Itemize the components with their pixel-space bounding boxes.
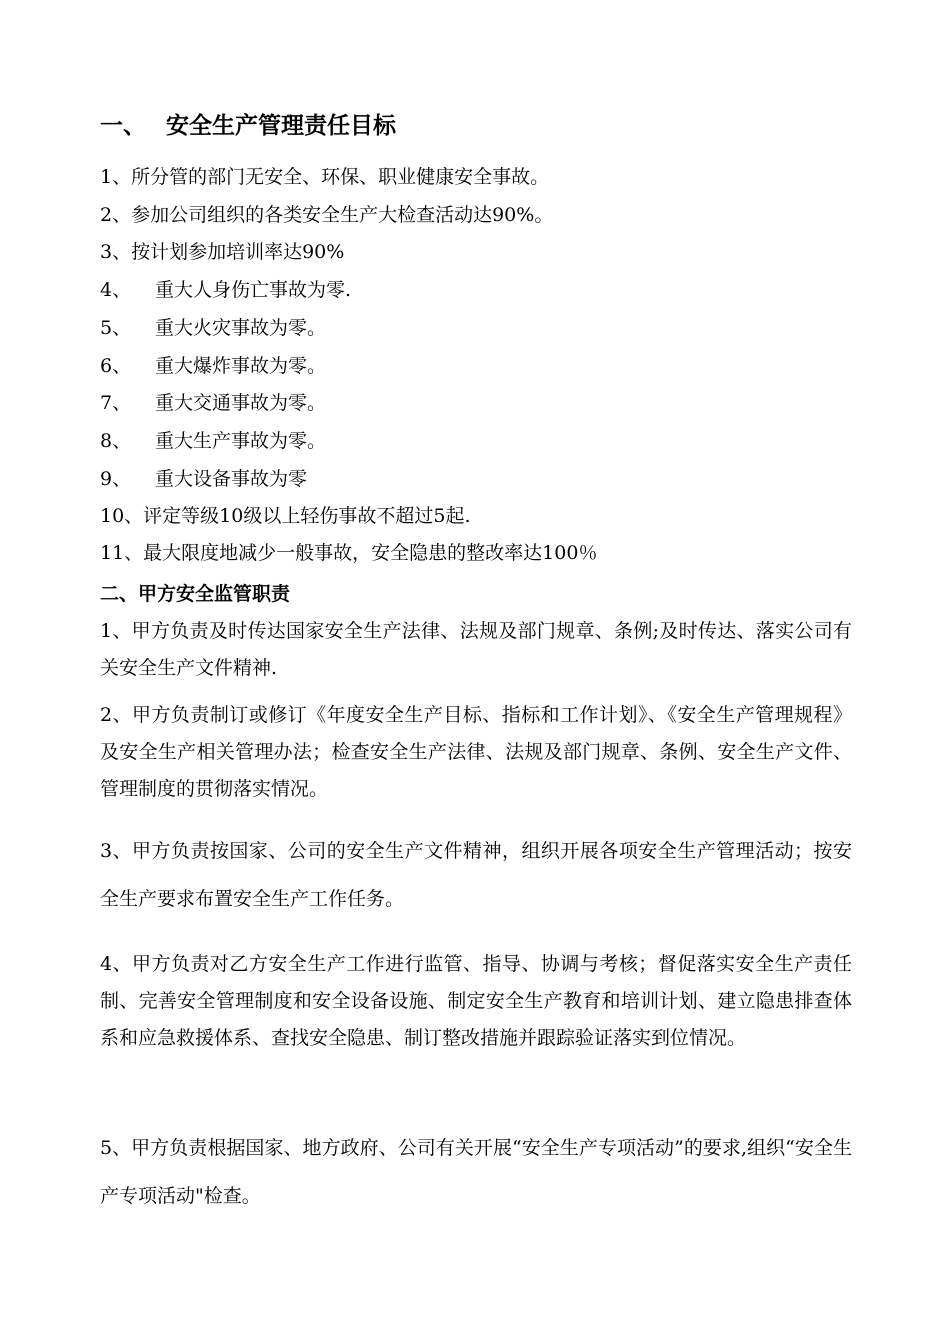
section-1-title: 安全生产管理责任目标 bbox=[166, 113, 396, 139]
duty-paragraph: 1、甲方负责及时传达国家安全生产法律、法规及部门规章、条例;及时传达、落实公司有关安全生产文件精神. bbox=[100, 620, 852, 679]
section-1-number: 一、 bbox=[100, 113, 146, 139]
goal-text: 重大人身伤亡事故为零. bbox=[155, 279, 352, 301]
goal-text: 重大生产事故为零。 bbox=[155, 430, 327, 452]
duty-paragraph: 4、甲方负责对乙方安全生产工作进行监管、指导、协调与考核；督促落实安全生产责任制、完善安全管理制度和安全设备设施、制定安全生产教育和培训计划、建立隐患排查体系和应急救援体系、查找安全隐患、制订整改措施并跟踪验证落实到位情况。 bbox=[100, 953, 852, 1049]
goal-number: 4、 bbox=[100, 279, 132, 301]
goal-item bbox=[100, 315, 326, 341]
duty-paragraph: 3、甲方负责按国家、公司的安全生产文件精神，组织开展各项安全生产管理活动；按安全生产要求布置安全生产工作任务。 bbox=[100, 840, 852, 910]
duty-paragraph: 2、甲方负责制订或修订《年度安全生产目标、指标和工作计划》、《安全生产管理规程》及安全生产相关管理办法；检查安全生产法律、法规及部门规章、条例、安全生产文件、管理制度的贯彻落实情况。 bbox=[100, 704, 852, 800]
section-2-heading: 二、甲方安全监管职责 bbox=[100, 583, 291, 605]
goal-item bbox=[100, 428, 326, 454]
duty-paragraph: 5、甲方负责根据国家、地方政府、公司有关开展“安全生产专项活动”的要求,组织“安全生产专项活动"检查。 bbox=[100, 1137, 852, 1207]
goal-item bbox=[100, 277, 351, 303]
goal-number: 6、 bbox=[100, 355, 132, 377]
goal-item: 11、最大限度地减少一般事故，安全隐患的整改率达100％ bbox=[100, 542, 598, 564]
goal-text: 重大火灾事故为零。 bbox=[155, 317, 327, 339]
goal-item: 1、所分管的部门无安全、环保、职业健康安全事故。 bbox=[100, 166, 550, 188]
goal-item: 10、评定等级10级以上轻伤事故不超过5起. bbox=[100, 505, 471, 527]
goal-number: 7、 bbox=[100, 392, 132, 414]
goal-text: 重大爆炸事故为零。 bbox=[155, 355, 327, 377]
goal-text: 重大设备事故为零 bbox=[155, 468, 308, 490]
section-1-heading bbox=[100, 107, 396, 140]
goal-text: 重大交通事故为零。 bbox=[155, 392, 327, 414]
goal-item bbox=[100, 353, 326, 379]
goal-item: 2、参加公司组织的各类安全生产大检查活动达90%。 bbox=[100, 204, 554, 226]
goal-number: 5、 bbox=[100, 317, 132, 339]
goal-item: 3、按计划参加培训率达90% bbox=[100, 241, 345, 263]
goal-number: 9、 bbox=[100, 468, 132, 490]
goal-number: 8、 bbox=[100, 430, 132, 452]
goal-item bbox=[100, 466, 307, 492]
goal-item bbox=[100, 390, 326, 416]
